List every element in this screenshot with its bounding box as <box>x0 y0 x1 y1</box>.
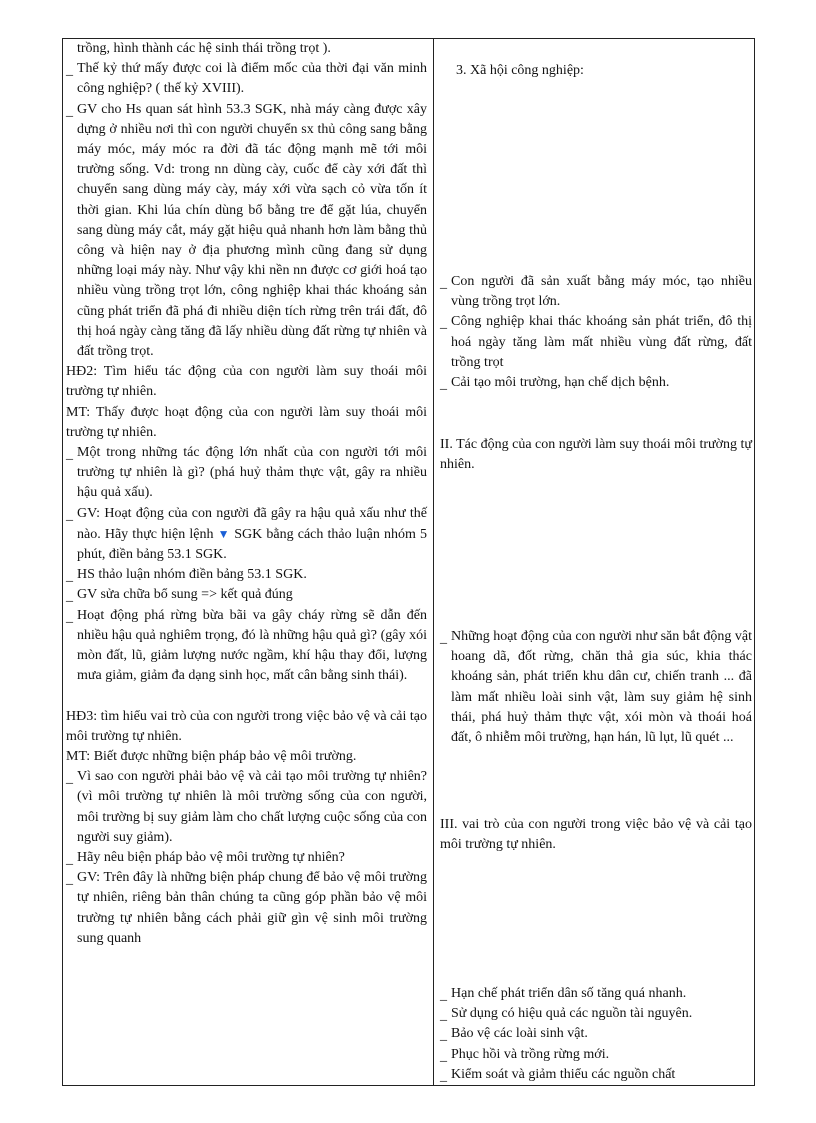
bullet-item: _ Hoạt động phá rừng bừa bãi va gây cháy rừng sẽ dẫn đến nhiều hậu quả nghiêm trọng, đó là những hậu quả gì? (gây xói mòn đất, lũ, giảm lượng nước ngầm, khí hậu thay đổi, lượng mưa giảm, giảm đa dạng sinh học, mất cân bằng sinh thái). <box>66 606 427 687</box>
bullet-item: _ GV cho Hs quan sát hình 53.3 SGK, nhà máy càng được xây dựng ở nhiều nơi thì con người chuyển sx thủ công sang bằng máy móc, máy móc ra đời đã tác động mạnh mẽ tới môi trường sống. Vd: trong nn dùng cày, cuốc để cày xới đất thì chuyển sang dùng máy cày, máy xới vừa sạch cỏ vừa tốn ít thời gian. Khi lúa chín dùng bổ bằng tre để gặt lúa, chuyển sang dùng máy cắt, máy gặt hiệu quả nhanh hơn làm bằng thủ công và hiện nay ở địa phương mình cũng đang sử dụng những loại máy này. Như vậy khi nền nn được cơ giới hoá tạo nhiều vùng trồng trọt lớn, công nghiệp khai thác khoáng sản cũng phát triển đã phá đi nhiều diện tích rừng trên trái đất, đô thị hoá ngày càng tăng đã lấy nhiều dùng đất rừng tự nhiên và đất trồng trọt. <box>66 100 427 363</box>
bullet-item: _ GV sửa chữa bổ sung => kết quả đúng <box>66 585 427 605</box>
bullet-item: _ Cải tạo môi trường, hạn chế dịch bệnh. <box>440 373 752 393</box>
bullet-item: _ Hạn chế phát triển dân số tăng quá nhanh. <box>440 984 752 1004</box>
bullet-item: _ Công nghiệp khai thác khoáng sản phát triển, đô thị hoá ngày tăng làm mất nhiều vùng đất rừng, đất trồng trọt <box>440 312 752 373</box>
section-heading: III. vai trò của con người trong việc bảo vệ và cải tạo môi trường tự nhiên. <box>440 817 752 853</box>
bullet-item: _ Thế kỷ thứ mấy được coi là điểm mốc của thời đại văn minh công nghiệp? ( thế kỷ XVIII). <box>66 59 427 99</box>
bullet-item: _ Con người đã sản xuất bằng máy móc, tạo nhiều vùng trồng trọt lớn. <box>440 272 752 312</box>
text: SGK bằng cách thảo luận nhóm 5 phút, điền bảng 53.1 SGK. <box>77 526 428 563</box>
objective: MT: Biết được những biện pháp bảo vệ môi trường. <box>66 748 357 764</box>
activities-column <box>66 39 427 949</box>
bullet-item: _ Bảo vệ các loài sinh vật. <box>440 1024 752 1044</box>
bullet-item: _ HS thảo luận nhóm điền bảng 53.1 SGK. <box>66 565 427 585</box>
bullet-item: _ Sử dụng có hiệu quả các nguồn tài nguyên. <box>440 1004 752 1024</box>
bullet-item: _ Vì sao con người phải bảo vệ và cải tạo môi trường tự nhiên? (vì môi trường tự nhiên là môi trường sống của con người, môi trường bị suy giảm làm cho chất lượng cuộc sống của con người suy giảm). <box>66 767 427 848</box>
section-heading: II. Tác động của con người làm suy thoái môi trường tự nhiên. <box>440 437 752 473</box>
bullet-item: _ Kiểm soát và giảm thiểu các nguồn chất <box>440 1065 752 1085</box>
objective: MT: Thấy được hoạt động của con người làm suy thoái môi trường tự nhiên. <box>66 404 427 440</box>
triangle-down-icon: ▼ <box>217 526 231 541</box>
bullet-item: _ Phục hồi và trồng rừng mới. <box>440 1045 752 1065</box>
activity-heading: HĐ2: Tìm hiểu tác động của con người làm suy thoái môi trường tự nhiên. <box>66 364 427 400</box>
lesson-table <box>62 38 755 1086</box>
section-heading: 3. Xã hội công nghiệp: <box>456 63 584 78</box>
activity-heading: HĐ3: tìm hiểu vai trò của con người trong việc bảo vệ và cải tạo môi trường tự nhiên. <box>66 708 427 744</box>
column-divider <box>433 39 434 1085</box>
bullet-item: _ Một trong những tác động lớn nhất của con người tới môi trường tự nhiên là gì? (phá huỷ thảm thực vật, gây ra nhiều hậu quả xấu). <box>66 443 427 504</box>
paragraph: trồng, hình thành các hệ sinh thái trồng trọt ). <box>77 41 331 56</box>
bullet-item: _ GV: Trên đây là những biện pháp chung để bảo vệ môi trường tự nhiên, riêng bản thân chúng ta cũng góp phần bảo vệ môi trường tự nhiên bằng cách phải giữ gìn vệ sinh môi trường sung quanh <box>66 868 427 949</box>
bullet-item: _ Hãy nêu biện pháp bảo vệ môi trường tự nhiên? <box>66 848 427 868</box>
bullet-item: _ Những hoạt động của con người như săn bắt động vật hoang dã, đốt rừng, chăn thả gia súc, khia thác khoáng sản, phát triển khu dân cư, chiến tranh ... đã làm mất nhiều loài sinh vật, làm suy giảm hệ sinh thái, phá huỷ thảm thực vật, xói mòn và thoái hoá đất, ô nhiễm môi trường, hạn hán, lũ lụt, lũ quét ... <box>440 627 752 748</box>
bullet-item <box>66 504 427 566</box>
text: GV: Hoạt động của con người đã gây ra hậu quả xấu như thế nào. Hãy thực hiện lệnh <box>77 505 427 542</box>
